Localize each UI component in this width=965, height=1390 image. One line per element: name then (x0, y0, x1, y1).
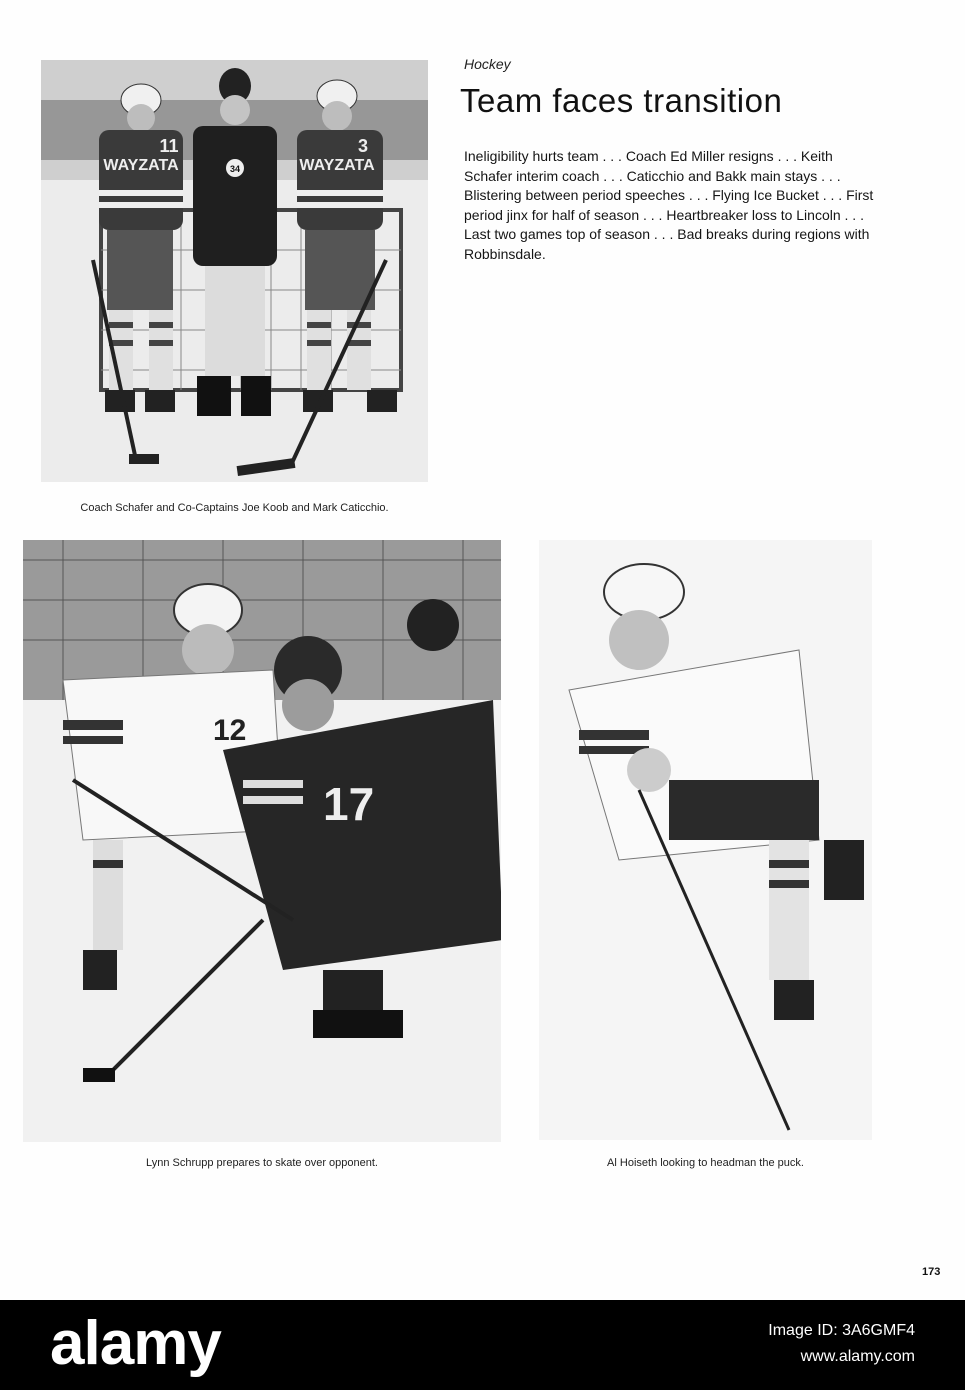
action-photo-right (539, 540, 872, 1140)
brand-logo: alamy (50, 1309, 221, 1378)
jersey-number-right: 3 (357, 136, 369, 156)
jersey-text-left: WAYZATA (103, 157, 179, 174)
action-left-drawing (23, 540, 501, 1142)
page-title: Team faces transition (460, 82, 783, 119)
page-number: 173 (922, 1266, 941, 1278)
action-right-drawing (539, 540, 872, 1140)
action-right-caption: Al Hoiseth looking to headman the puck. (607, 1157, 804, 1169)
team-photo-drawing (41, 60, 428, 482)
jersey-text-right: WAYZATA (299, 157, 375, 174)
action-left-caption: Lynn Schrupp prepares to skate over opponent. (146, 1157, 378, 1169)
section-label: Hockey (464, 56, 511, 72)
action-photo-left (23, 540, 501, 1142)
coach-jacket-number: 34 (229, 164, 241, 174)
intro-text: Ineligibility hurts team . . . Coach Ed Miller resigns . . . Keith Schafer interim coach . . . Caticchio and Bakk main stays . . . Blistering between period speeches . . . Flying Ice Bucket . . . First period jinx for half of season . . . Heartbreaker loss to Lincoln . . . Last two games top of season . . . Bad breaks during regions with Robbinsdale. (464, 148, 874, 262)
team-photo-caption: Coach Schafer and Co-Captains Joe Koob and Mark Caticchio. (80, 502, 389, 514)
watermark-bar (0, 1300, 965, 1390)
image-url: www.alamy.com (800, 1348, 915, 1365)
jersey-number-white: 12 (213, 714, 247, 747)
image-id: Image ID: 3A6GMF4 (768, 1322, 915, 1339)
jersey-number-dark: 17 (323, 778, 375, 830)
jersey-number-left: 11 (159, 136, 179, 156)
team-photo (41, 60, 428, 482)
